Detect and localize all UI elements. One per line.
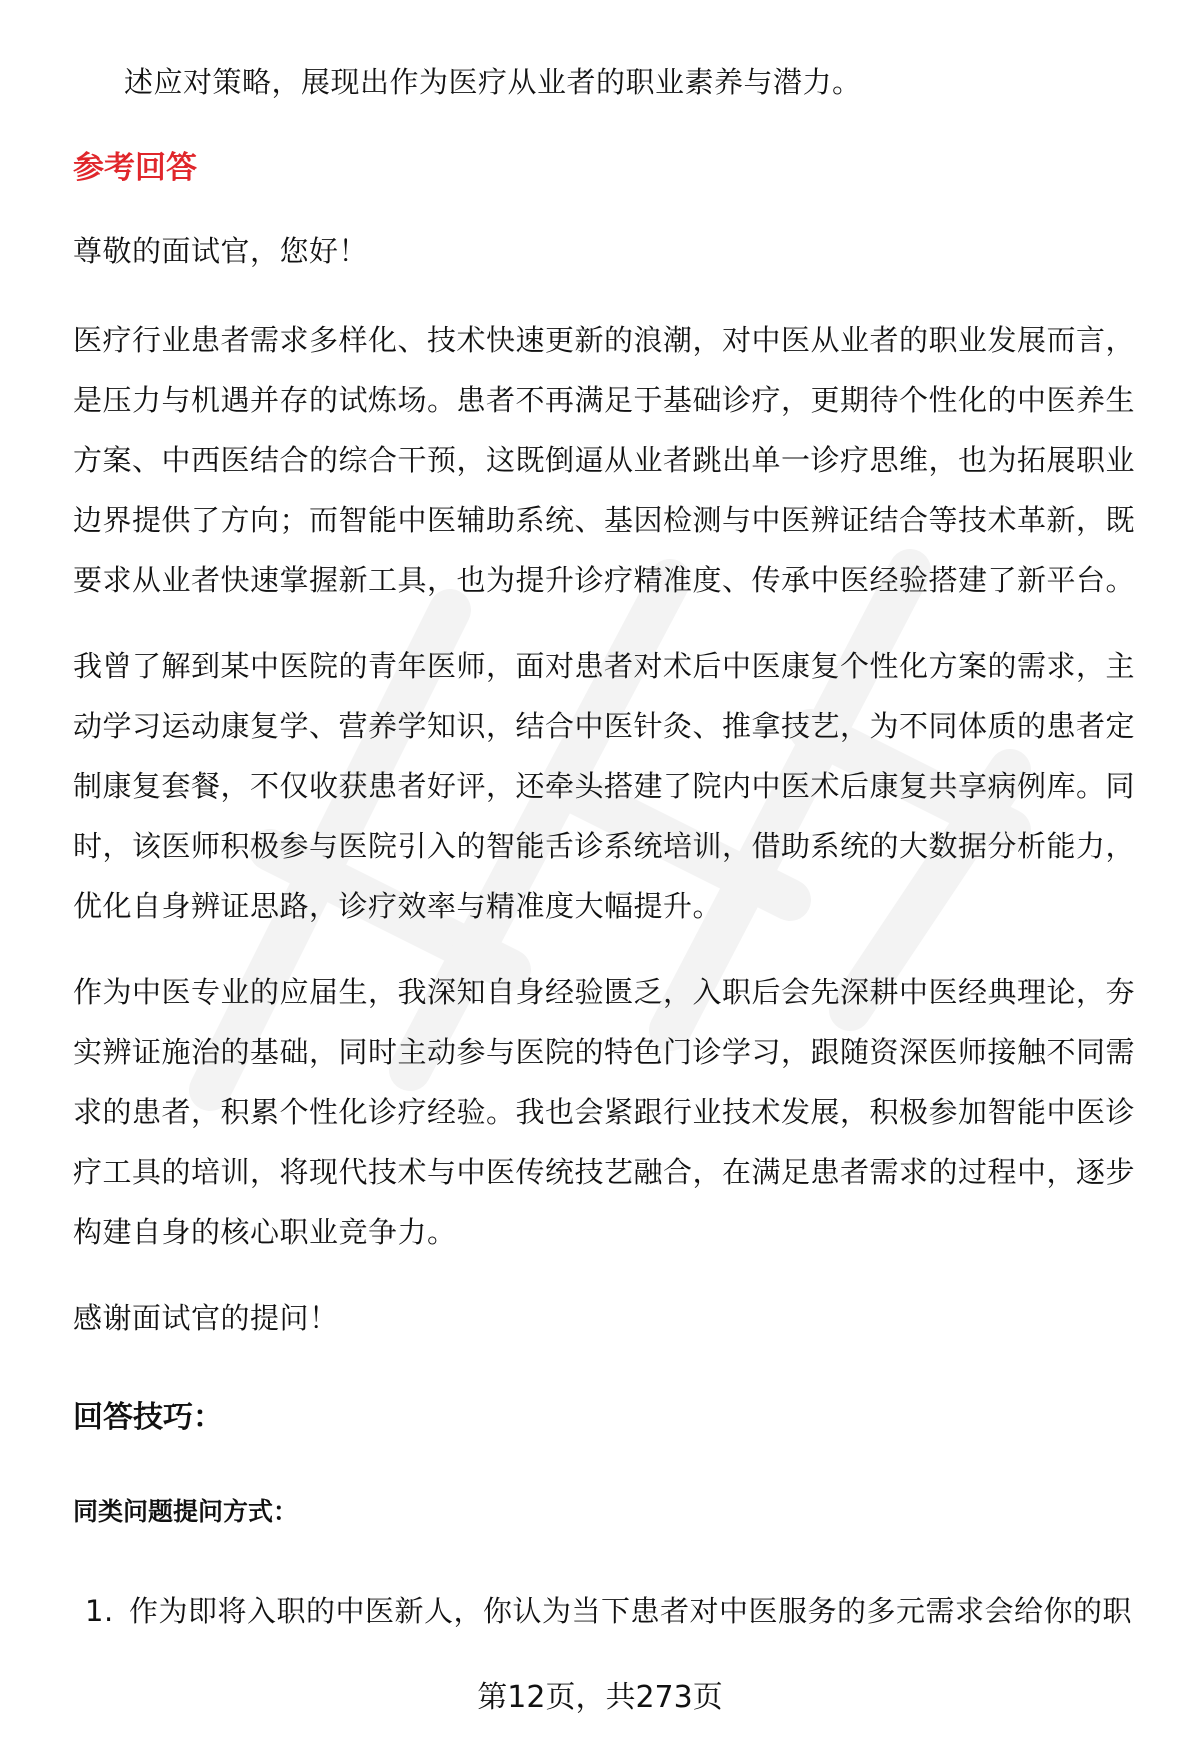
page-footer: 第12页，共273页 (477, 1680, 723, 1715)
reference-answer-heading: 参考回答 (73, 150, 197, 186)
paragraph-2: 我曾了解到某中医院的青年医师，面对患者对术后中医康复个性化方案的需求，主动学习运动康复学、营养学知识，结合中医针灸、推拿技艺，为不同体质的患者定制康复套餐，不仅收获患者好评，还牵头搭建了院内中医术后康复共享病例库。同时，该医师积极参与医院引入的智能舌诊系统培训，借助系统的大数据分析能力，优化自身辨证思路，诊疗效率与精准度大幅提升。 (73, 649, 1136, 923)
similar-questions-list (85, 1581, 1145, 1641)
paragraph-1: 医疗行业患者需求多样化、技术快速更新的浪潮，对中医从业者的职业发展而言，是压力与机遇并存的试炼场。患者不再满足于基础诊疗，更期待个性化的中医养生方案、中西医结合的综合干预，这既倒逼从业者跳出单一诊疗思维，也为拓展职业边界提供了方向；而智能中医辅助系统、基因检测与中医辨证结合等技术革新，既要求从业者快速掌握新工具，也为提升诊疗精准度、传承中医经验搭建了新平台。 (73, 323, 1136, 597)
similar-questions-heading: 同类问题提问方式： (73, 1497, 299, 1526)
answer-tips-heading: 回答技巧： (73, 1400, 223, 1435)
list-item-text: 作为即将入职的中医新人，你认为当下患者对中医服务的多元需求会给你的职 (129, 1594, 1133, 1628)
thanks-line: 感谢面试官的提问！ (73, 1301, 339, 1335)
paragraph-3: 作为中医专业的应届生，我深知自身经验匮乏，入职后会先深耕中医经典理论，夯实辨证施治的基础，同时主动参与医院的特色门诊学习，跟随资深医师接触不同需求的患者，积累个性化诊疗经验。我也会紧跟行业技术发展，积极参加智能中医诊疗工具的培训，将现代技术与中医传统技艺融合，在满足患者需求的过程中，逐步构建自身的核心职业竞争力。 (73, 975, 1136, 1249)
greeting: 尊敬的面试官，您好！ (73, 234, 369, 268)
intro-line: 述应对策略，展现出作为医疗从业者的职业素养与潜力。 (124, 65, 862, 99)
list-item (85, 1581, 1145, 1641)
list-item-number: 1. (85, 1594, 114, 1628)
